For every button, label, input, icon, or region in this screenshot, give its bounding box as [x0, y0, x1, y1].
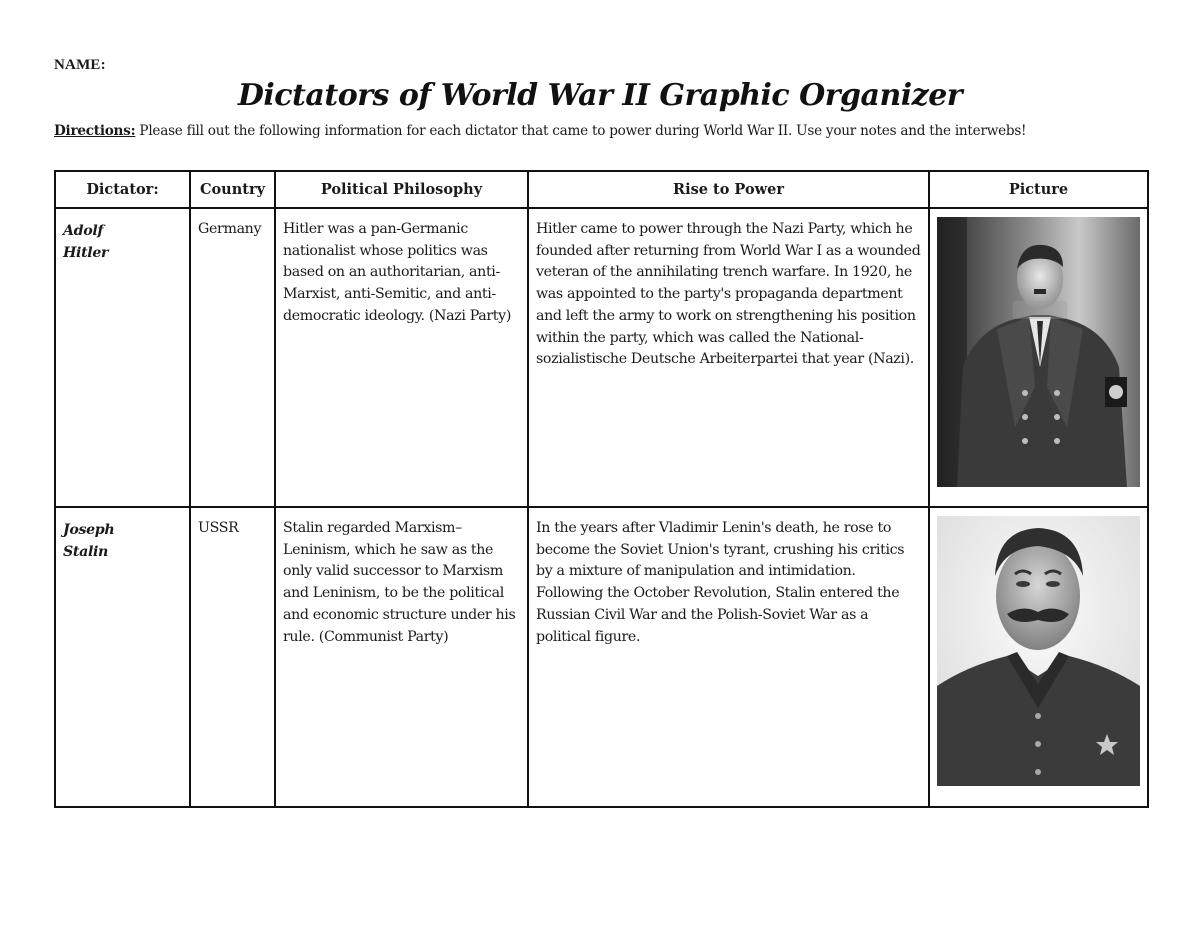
page-title: Dictators of World War II Graphic Organizer: [237, 78, 963, 113]
dictator-first-name: Joseph: [63, 522, 115, 538]
rise-to-power-cell[interactable]: In the years after Vladimir Lenin's death, he rose to become the Soviet Union's tyrant, crushing his critics by a mixture of manipulation and intimidation. Following the October Revolution, Stalin entered the Russian Civil War and the Polish-Soviet War as a political figure.: [528, 507, 929, 807]
dictator-first-name: Adolf: [63, 223, 104, 239]
column-header-picture: Picture: [929, 171, 1148, 208]
political-philosophy-cell[interactable]: Stalin regarded Marxism–Leninism, which he saw as the only valid successor to Marxism and Leninism, to be the political and economic structure under his rule. (Communist Party): [275, 507, 528, 807]
political-philosophy-cell[interactable]: Hitler was a pan-Germanic nationalist whose politics was based on an authoritarian, anti-Marxist, anti-Semitic, and anti-democratic ideology. (Nazi Party): [275, 208, 528, 507]
table-row: [55, 507, 1148, 807]
column-header-political-philosophy: Political Philosophy: [275, 171, 528, 208]
column-header-dictator: Dictator:: [55, 171, 190, 208]
column-header-country: Country: [190, 171, 275, 208]
country-cell[interactable]: USSR: [190, 507, 275, 807]
directions-text: Please fill out the following information for each dictator that came to power during World War II. Use your notes and the interwebs!: [135, 123, 1027, 139]
picture-cell: [929, 507, 1148, 807]
dictator-name-cell[interactable]: [55, 208, 190, 507]
directions: [54, 123, 1154, 139]
table-row: [55, 208, 1148, 507]
rise-to-power-cell[interactable]: Hitler came to power through the Nazi Party, which he founded after returning from World War I as a wounded veteran of the annihilating trench warfare. In 1920, he was appointed to the party's propaganda department and left the army to work on strengthening his position within the party, which was called the National-sozialistische Deutsche Arbeiterpartei that year (Nazi).: [528, 208, 929, 507]
dictator-last-name: Stalin: [63, 543, 108, 560]
dictator-last-name: Hitler: [63, 244, 109, 261]
dictator-name-cell[interactable]: [55, 507, 190, 807]
name-label: NAME:: [54, 57, 106, 73]
country-cell[interactable]: Germany: [190, 208, 275, 507]
portrait-photo: [937, 217, 1140, 487]
column-header-rise-to-power: Rise to Power: [528, 171, 929, 208]
organizer-table: [54, 170, 1149, 808]
table-header-row: [55, 171, 1148, 208]
directions-label: Directions:: [54, 123, 136, 139]
portrait-photo: [937, 516, 1140, 786]
picture-cell: [929, 208, 1148, 507]
